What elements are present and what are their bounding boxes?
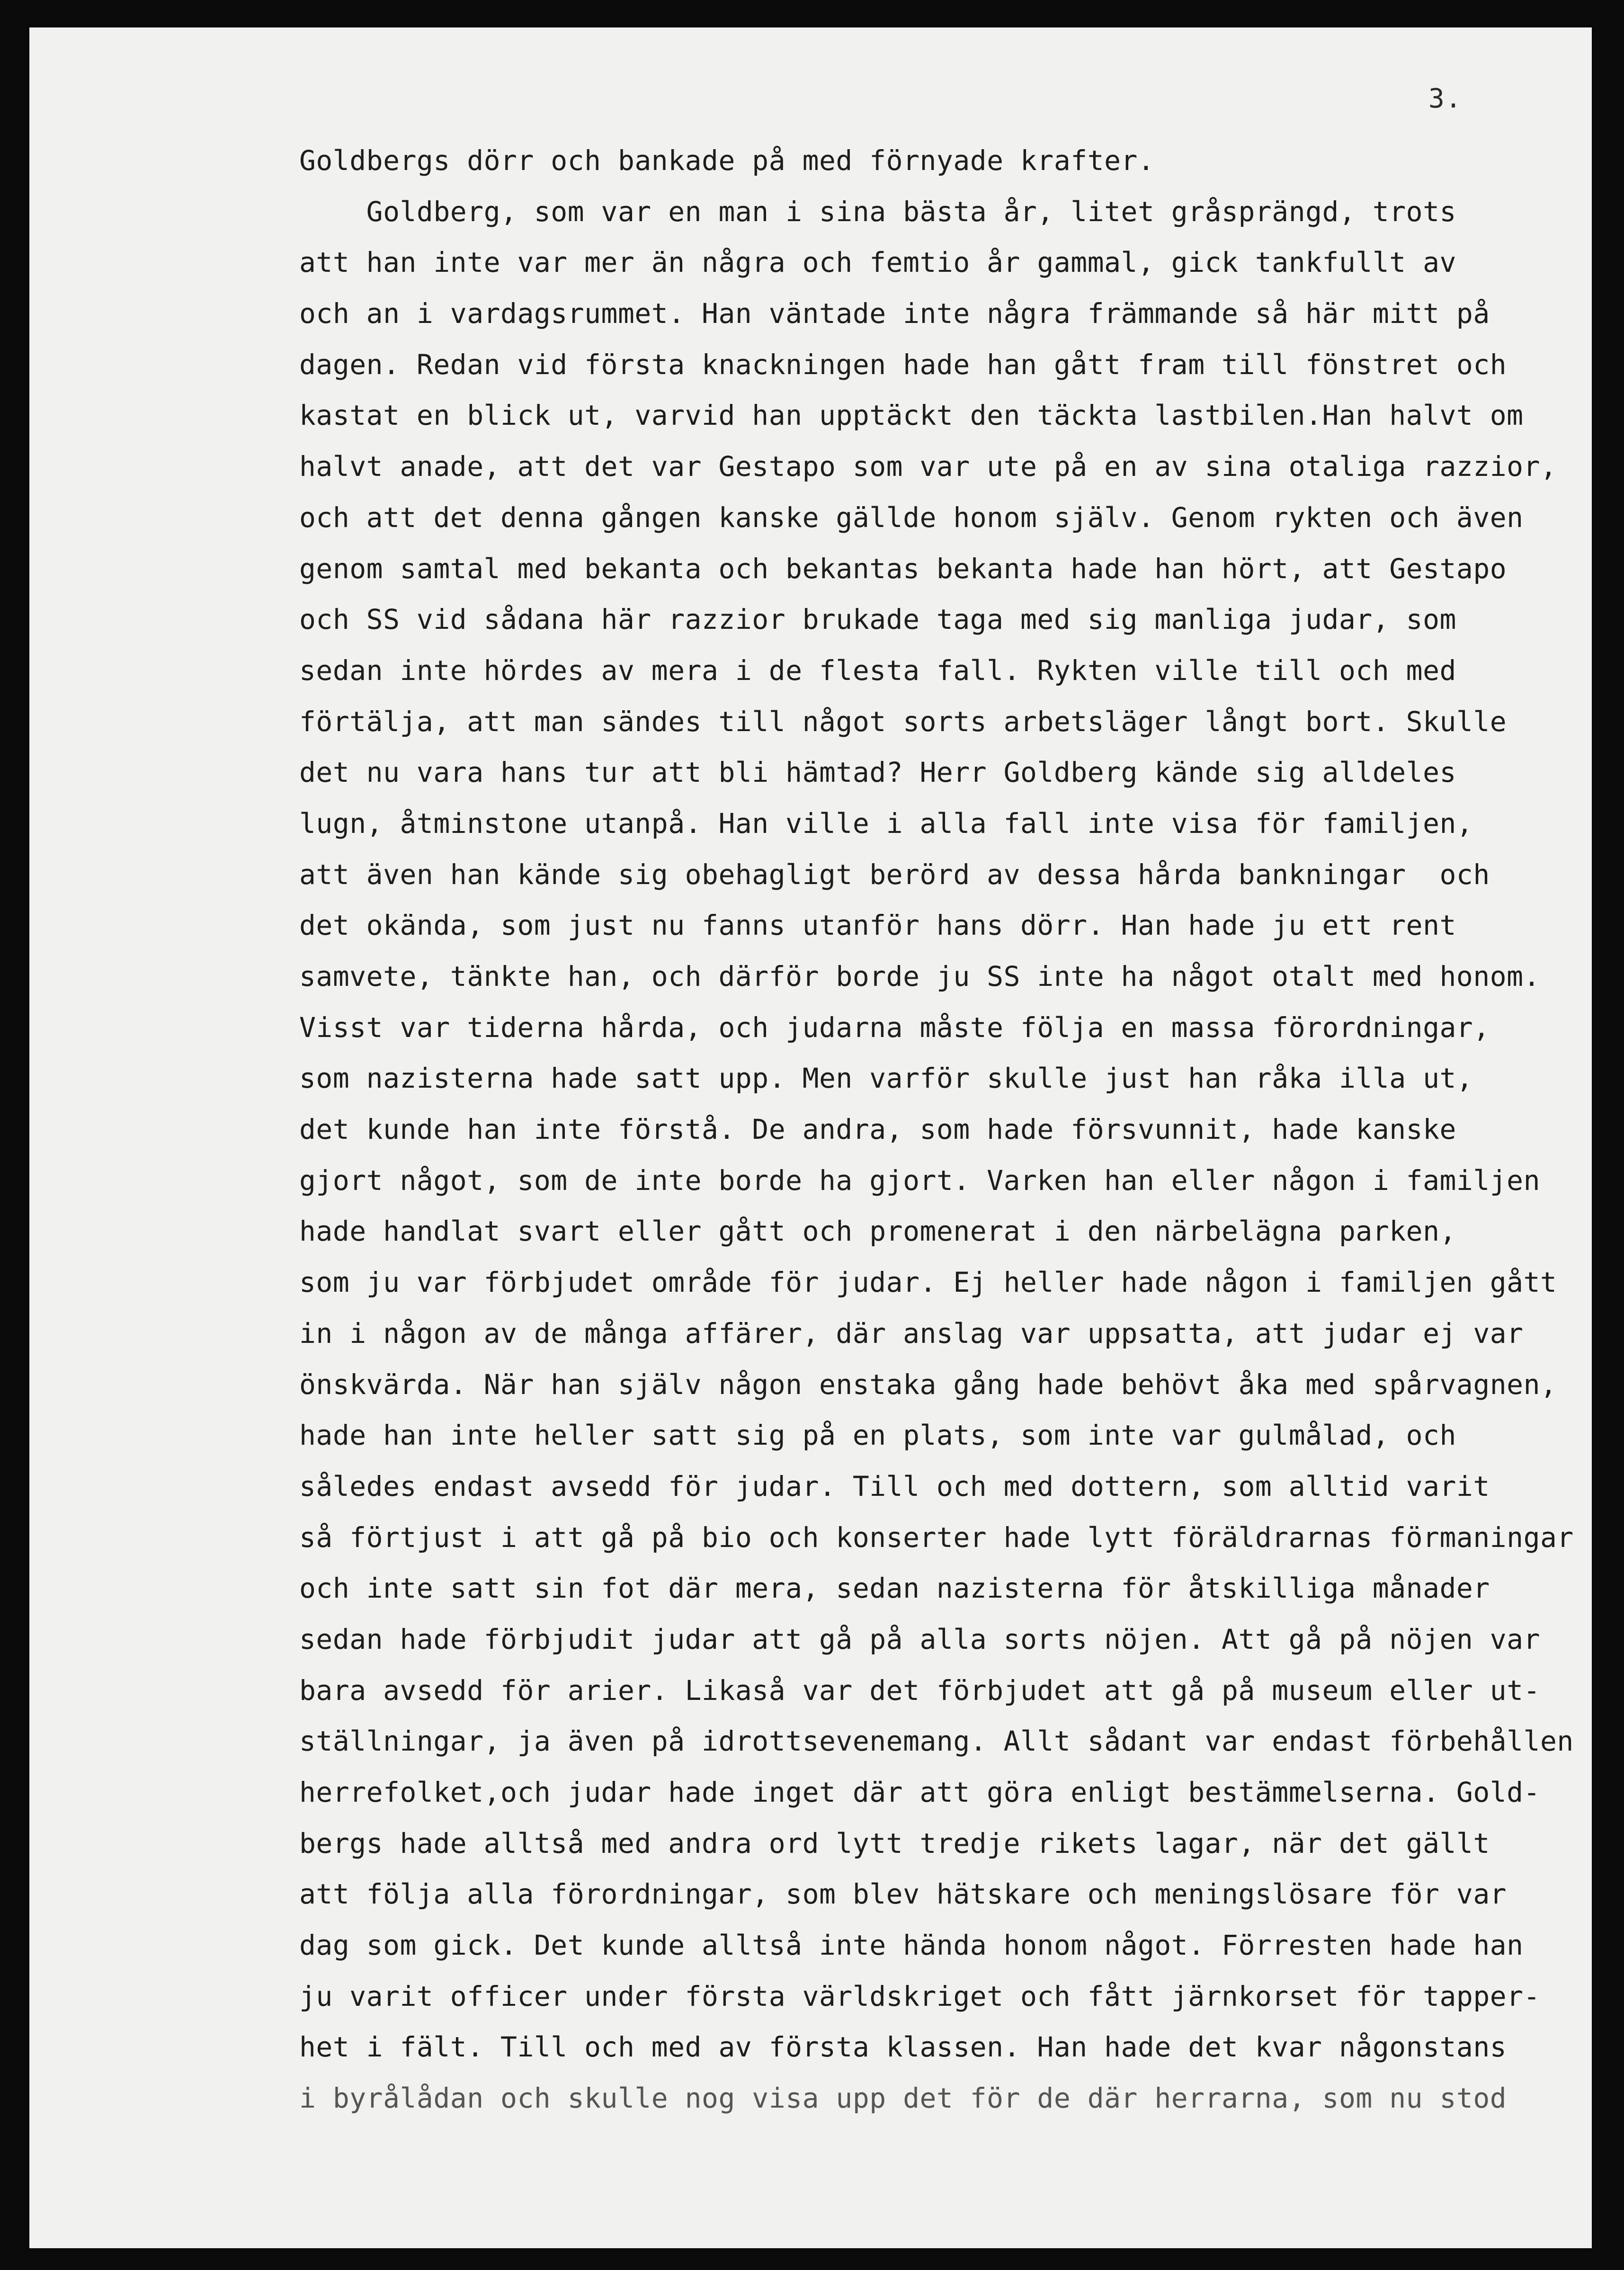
page-number: 3. — [1428, 83, 1463, 114]
text-line: in i någon av de många affärer, där anslag var uppsatta, att judar ej var — [299, 1317, 1524, 1349]
text-line: herrefolket,och judar hade inget där att göra enligt bestämmelserna. Gold- — [299, 1776, 1541, 1808]
text-line: önskvärda. När han själv någon enstaka gång hade behövt åka med spårvagnen, — [299, 1368, 1557, 1401]
text-line: det okända, som just nu fanns utanför hans dörr. Han hade ju ett rent — [299, 909, 1456, 942]
text-line: ju varit officer under första världskriget och fått järnkorset för tapper- — [299, 1980, 1541, 2012]
text-line: det nu vara hans tur att bli hämtad? Herr Goldberg kände sig alldeles — [299, 756, 1456, 789]
text-line: dagen. Redan vid första knackningen hade han gått fram till fönstret och — [299, 348, 1507, 381]
text-line: genom samtal med bekanta och bekantas bekanta hade han hört, att Gestapo — [299, 552, 1507, 585]
text-line: kastat en blick ut, varvid han upptäckt den täckta lastbilen.Han halvt om — [299, 399, 1524, 432]
text-line: Visst var tiderna hårda, och judarna måste följa en massa förordningar, — [299, 1011, 1490, 1044]
text-line: och SS vid sådana här razzior brukade taga med sig manliga judar, som — [299, 603, 1456, 636]
text-line: det kunde han inte förstå. De andra, som hade försvunnit, hade kanske — [299, 1113, 1456, 1146]
text-line: Goldberg, som var en man i sina bästa år, litet gråsprängd, trots — [299, 195, 1456, 228]
text-line: halvt anade, att det var Gestapo som var ute på en av sina otaliga razzior, — [299, 450, 1557, 483]
text-line: sedan inte hördes av mera i de flesta fall. Rykten ville till och med — [299, 654, 1456, 687]
text-line: och an i vardagsrummet. Han väntade inte några främmande så här mitt på — [299, 297, 1490, 330]
text-line: sedan hade förbjudit judar att gå på alla sorts nöjen. Att gå på nöjen var — [299, 1623, 1541, 1655]
text-line: så förtjust i att gå på bio och konserter hade lytt föräldrarnas förmaningar — [299, 1521, 1574, 1554]
text-line: bergs hade alltså med andra ord lytt tredje rikets lagar, när det gällt — [299, 1827, 1490, 1859]
text-line: ställningar, ja även på idrottsevenemang. Allt sådant var endast förbehållen — [299, 1725, 1574, 1758]
text-line: att han inte var mer än några och femtio år gammal, gick tankfullt av — [299, 246, 1456, 279]
text-line: att följa alla förordningar, som blev hätskare och meningslösare för var — [299, 1878, 1507, 1911]
text-line: som ju var förbjudet område för judar. Ej heller hade någon i familjen gått — [299, 1266, 1557, 1299]
text-line: dag som gick. Det kunde alltså inte hända honom något. Förresten hade han — [299, 1929, 1524, 1962]
typewritten-page — [29, 27, 1592, 2248]
text-line: som nazisterna hade satt upp. Men varför skulle just han råka illa ut, — [299, 1062, 1473, 1095]
text-line: att även han kände sig obehagligt berörd av dessa hårda bankningar och — [299, 858, 1490, 891]
page-body-text — [299, 135, 1615, 2124]
text-line: hade han inte heller satt sig på en plats, som inte var gulmålad, och — [299, 1419, 1456, 1452]
text-line: och att det denna gången kanske gällde honom själv. Genom rykten och även — [299, 501, 1524, 534]
text-line: lugn, åtminstone utanpå. Han ville i alla fall inte visa för familjen, — [299, 807, 1473, 840]
text-line: bara avsedd för arier. Likaså var det förbjudet att gå på museum eller ut- — [299, 1674, 1541, 1707]
text-line: Goldbergs dörr och bankade på med förnyade krafter. — [299, 144, 1155, 177]
text-line: gjort något, som de inte borde ha gjort. Varken han eller någon i familjen — [299, 1164, 1541, 1197]
text-line: het i fält. Till och med av första klassen. Han hade det kvar någonstans — [299, 2031, 1507, 2064]
text-line: förtälja, att man sändes till något sorts arbetsläger långt bort. Skulle — [299, 705, 1507, 738]
text-line: i byrålådan och skulle nog visa upp det för de där herrarna, som nu stod — [299, 2082, 1507, 2115]
text-line: hade handlat svart eller gått och promenerat i den närbelägna parken, — [299, 1215, 1456, 1248]
text-line: samvete, tänkte han, och därför borde ju SS inte ha något otalt med honom. — [299, 960, 1541, 992]
text-line: således endast avsedd för judar. Till och med dottern, som alltid varit — [299, 1470, 1490, 1502]
text-line: och inte satt sin fot där mera, sedan nazisterna för åtskilliga månader — [299, 1572, 1490, 1605]
